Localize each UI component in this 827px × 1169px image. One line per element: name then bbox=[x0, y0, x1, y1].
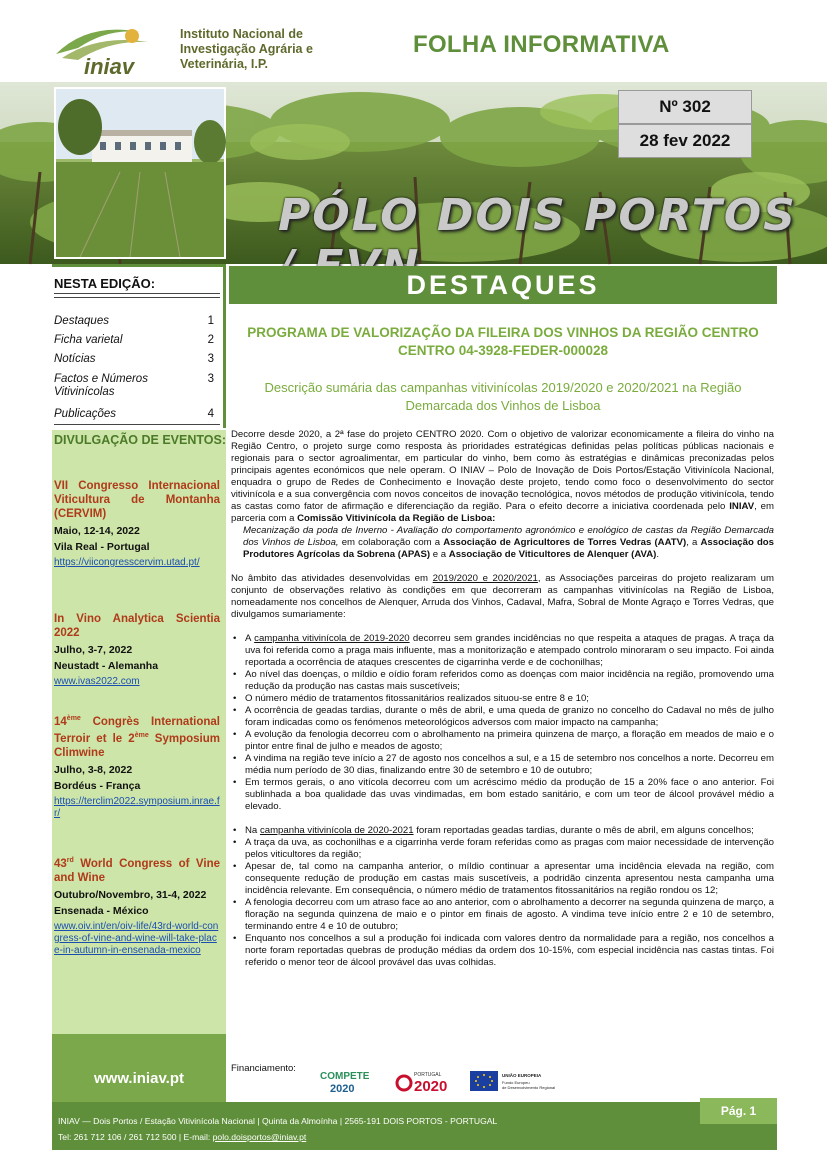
issue-number: Nº 302 bbox=[618, 90, 752, 124]
event-link[interactable]: www.oiv.int/en/oiv-life/43rd-world-congress-of-vine-and-wine-will-take-place-in-autumn-in-ensenada-mexico bbox=[54, 920, 219, 956]
eu-flag-icon bbox=[470, 1071, 555, 1091]
article-body bbox=[231, 429, 774, 969]
event-item bbox=[54, 854, 220, 957]
event-name: 43rd World Congress of Vine and Wine bbox=[54, 857, 220, 884]
list-item: • A campanha vitivinícola de 2019-2020 decorreu sem grandes incidências no que respeita a ataques de pragas. A traça da uva foi referida como a praga mais influente, mas a monitorização e atempado controlo minoraram o seu impacto. Foi ainda reportada a ocorrência de ataques crescentes de cigarrinha verde e de cochonilhas; bbox=[231, 633, 774, 669]
toc-divider bbox=[54, 297, 220, 298]
banner-photo bbox=[0, 82, 827, 264]
footer-contacts: Tel: 261 712 106 / 261 712 500 | E-mail: polo.doisportos@iniav.pt bbox=[58, 1132, 307, 1142]
logo-text: iniav bbox=[84, 54, 135, 79]
event-date: Julho, 3-8, 2022 bbox=[54, 763, 133, 776]
page-header bbox=[0, 0, 827, 82]
section-title: DESTAQUES bbox=[229, 266, 777, 304]
issue-date: 28 fev 2022 bbox=[618, 124, 752, 158]
event-date: Outubro/Novembro, 31-4, 2022 bbox=[54, 888, 207, 901]
page-number: Pág. 1 bbox=[700, 1098, 777, 1124]
toc-item[interactable]: Destaques 1 bbox=[54, 315, 214, 327]
events-title: DIVULGAÇÃO DE EVENTOS: bbox=[54, 433, 227, 447]
toc-item[interactable]: Ficha varietal 2 bbox=[54, 334, 214, 346]
event-link[interactable]: www.ivas2022.com bbox=[54, 676, 140, 687]
event-place: Ensenada - México bbox=[54, 904, 149, 917]
event-name: In Vino Analytica Scientia 2022 bbox=[54, 613, 220, 639]
svg-text:2020: 2020 bbox=[414, 1078, 448, 1095]
list-item: • A fenologia decorreu com um atraso face ao ano anterior, com o abrolhamento a decorrer na segunda quinzena de março, a floração na segunda quinzena de maio e o pintor em finais de agosto. A vindima teve início entre 2 e 10 de setembro, terminando entre 4 e 10 de outubro; bbox=[231, 897, 774, 933]
sidebar bbox=[52, 264, 226, 1099]
list-item: • Ao nível das doenças, o míldio e oídio foram referidos como as doenças com maior incidência na região, promovendo uma redução da produção nas castas mais suscetíveis; bbox=[231, 669, 774, 693]
svg-text:2020: 2020 bbox=[330, 1083, 355, 1095]
event-place: Bordéus - França bbox=[54, 779, 141, 792]
funding-logos bbox=[320, 1067, 570, 1095]
program-subtitle: Descrição sumária das campanhas vitivinícolas 2019/2020 e 2020/2021 na Região Demarcada dos Vinhos de Lisboa bbox=[264, 380, 742, 413]
list-item: • A ocorrência de geadas tardias, durante o mês de abril, e uma queda de granizo no concelho do Cadaval no mês de julho foram indicadas como os fenómenos meteorológicos adversos com maior impacto na campanha; bbox=[231, 705, 774, 729]
event-date: Maio, 12-14, 2022 bbox=[54, 525, 140, 537]
list-item: • Em termos gerais, o ano vitícola decorreu com um acréscimo médio da produção de 15 a 20% face o ano anterior. Foi sublinhada a boa qualidade das uvas vindimadas, em bom estado sanitário, e com um teor de álcool provável médio a elevado. bbox=[231, 777, 774, 813]
website-link[interactable]: www.iniav.pt bbox=[93, 1070, 184, 1087]
toc-divider bbox=[54, 424, 220, 425]
project-paragraph: Mecanização da poda de Inverno - Avaliação do comportamento agronómico e enológico de castas da Região Demarcada dos Vinhos de Lisboa, em colaboração com a Associação de Agricultores de Torres Vedras (AATV), a Associação dos Produtores Agrícolas da Sobrena (APAS) e a Associação de Viticultores de Alenquer (AVA). bbox=[243, 525, 775, 560]
event-name: VII Congresso Internacional Viticultura de Montanha (CERVIM) bbox=[54, 480, 220, 520]
page-footer bbox=[52, 1102, 777, 1150]
list-item: • Apesar de, tal como na campanha anterior, o míldio continuar a apresentar uma incidência elevada na região, com consequente redução de produção em castas mais suscetíveis, a podridão cinzenta apresentou nesta campanha uma incidência relevante. Em consequência, o número médio de tratamentos fitossanitários na região rondou os 12; bbox=[231, 861, 774, 897]
event-place: Neustadt - Alemanha bbox=[54, 660, 159, 672]
event-item bbox=[54, 479, 220, 569]
list-item: • Enquanto nos concelhos a sul a produção foi indicada com valores dentro da normalidade para a região, nos concelhos a norte foram reportadas quebras de produção médias da ordem dos 10-15%, com especial incidência nas castas tintas. Foi referido o menor teor de álcool provável das uvas colhidas. bbox=[231, 933, 774, 969]
activities-paragraph: No âmbito das atividades desenvolvidas em 2019/2020 e 2020/2021, as Associações parceiras do projeto realizaram um conjunto de observações relativo às condições em que decorreram as campanhas vitivinícolas na Região de Lisboa, nomeadamente nos concelhos de Alenquer, Arruda dos Vinhos, Cadaval, Mafra, Sobral de Monte Agraço e Torres Vedras, que divulgamos sumariamente: bbox=[231, 573, 774, 620]
toc-item[interactable]: Publicações 4 bbox=[54, 408, 214, 420]
toc-title: NESTA EDIÇÃO: bbox=[54, 276, 156, 291]
list-item: • O número médio de tratamentos fitossanitários realizados situou-se entre 8 e 10; bbox=[231, 693, 774, 705]
footer-address: INIAV — Dois Portos / Estação Vitivinícola Nacional | Quinta da Almoínha | 2565-191 DOIS PORTOS - PORTUGAL bbox=[58, 1116, 498, 1126]
toc-item[interactable]: Notícias 3 bbox=[54, 353, 214, 365]
svg-text:COMPETE: COMPETE bbox=[320, 1071, 370, 1082]
table-of-contents bbox=[52, 264, 226, 428]
events-panel bbox=[52, 430, 226, 1099]
institute-name: Instituto Nacional de Investigação Agrária e Veterinária, I.P. bbox=[180, 27, 313, 71]
event-date: Julho, 3-7, 2022 bbox=[54, 644, 133, 656]
svg-text:de Desenvolvimento Regional: de Desenvolvimento Regional bbox=[502, 1085, 556, 1090]
svg-text:PORTUGAL: PORTUGAL bbox=[414, 1072, 442, 1078]
newsletter-title: FOLHA INFORMATIVA bbox=[413, 31, 670, 58]
campaign-2019-list bbox=[231, 633, 774, 813]
iniav-logo bbox=[48, 14, 178, 80]
event-link[interactable]: https://terclim2022.symposium.inrae.fr/ bbox=[54, 795, 220, 819]
footer-email-link[interactable]: polo.doisportos@iniav.pt bbox=[212, 1132, 307, 1142]
event-link[interactable]: https://viicongresscervim.utad.pt/ bbox=[54, 557, 200, 568]
toc-item[interactable]: Factos e Números Vitivinícolas 3 bbox=[54, 373, 214, 398]
svg-text:Fundo Europeu: Fundo Europeu bbox=[502, 1080, 530, 1085]
list-item: • A traça da uva, as cochonilhas e a cigarrinha verde foram referidas como as pragas com maior necessidade de intervenção pelos viticultores da região; bbox=[231, 837, 774, 861]
funding-label: Financiamento: bbox=[231, 1063, 296, 1074]
intro-paragraph: Decorre desde 2020, a 2ª fase do projeto CENTRO 2020. Com o objetivo de valorizar economicamente a fileira do vinho na Região Centro, o projeto surge como resposta às prioridades estratégicas definidas pelas políticas públicas nacionais e regionais para o sector agroalimentar, em particular do vinho, bem como às estratégias e dinâmicas preconizadas pelos principais agentes económicos que nele operam. O INIAV – Polo de Inovação de Dois Portos/Estação Vitivinícola Nacional, enquadra o grupo de Redes de Conhecimento e Inovação deste projeto, tendo como foco o desenvolvimento do sector vitivinícola e a sua convergência com novos conceitos de inovação tecnológica, novos métodos de produção vitivinícola, tendo as castas como fator de afirmação e diferenciação da região. Para o efeito decorre a iniciativa coordenada pelo INIAV, em parceria com a Comissão Vitivinícola da Região de Lisboa: bbox=[231, 429, 774, 524]
program-title: PROGRAMA DE VALORIZAÇÃO DA FILEIRA DOS VINHOS DA REGIÃO CENTRO CENTRO 04-3928-FEDER-000028 bbox=[247, 325, 759, 358]
list-item: • A vindima na região teve início a 27 de agosto nos concelhos a sul, e a 15 de setembro nos concelhos a norte. Decorreu em média num período de 30 dias, finalizando entre 30 de setembro e 10 de outubro; bbox=[231, 753, 774, 777]
banner-title: PÓLO DOIS PORTOS bbox=[278, 190, 797, 241]
list-item: • Na campanha vitivinícola de 2020-2021 foram reportadas geadas tardias, durante o mês de abril, em alguns concelhos; bbox=[231, 825, 774, 837]
portugal-2020-logo bbox=[397, 1072, 447, 1095]
campaign-2020-list bbox=[231, 825, 774, 969]
compete-logo bbox=[320, 1071, 370, 1095]
list-item: • A evolução da fenologia decorreu com o abrolhamento na primeira quinzena de março, a floração em meados de maio e o pintor entre final de julho e meados de agosto; bbox=[231, 729, 774, 753]
event-item bbox=[54, 612, 220, 688]
event-name: 14ème Congrès International Terroir et le 2ème Symposium Climwine bbox=[54, 715, 220, 759]
event-item bbox=[54, 712, 220, 820]
toc-divider bbox=[54, 293, 220, 294]
svg-text:UNIÃO EUROPEIA: UNIÃO EUROPEIA bbox=[502, 1073, 542, 1078]
event-place: Vila Real - Portugal bbox=[54, 541, 150, 553]
